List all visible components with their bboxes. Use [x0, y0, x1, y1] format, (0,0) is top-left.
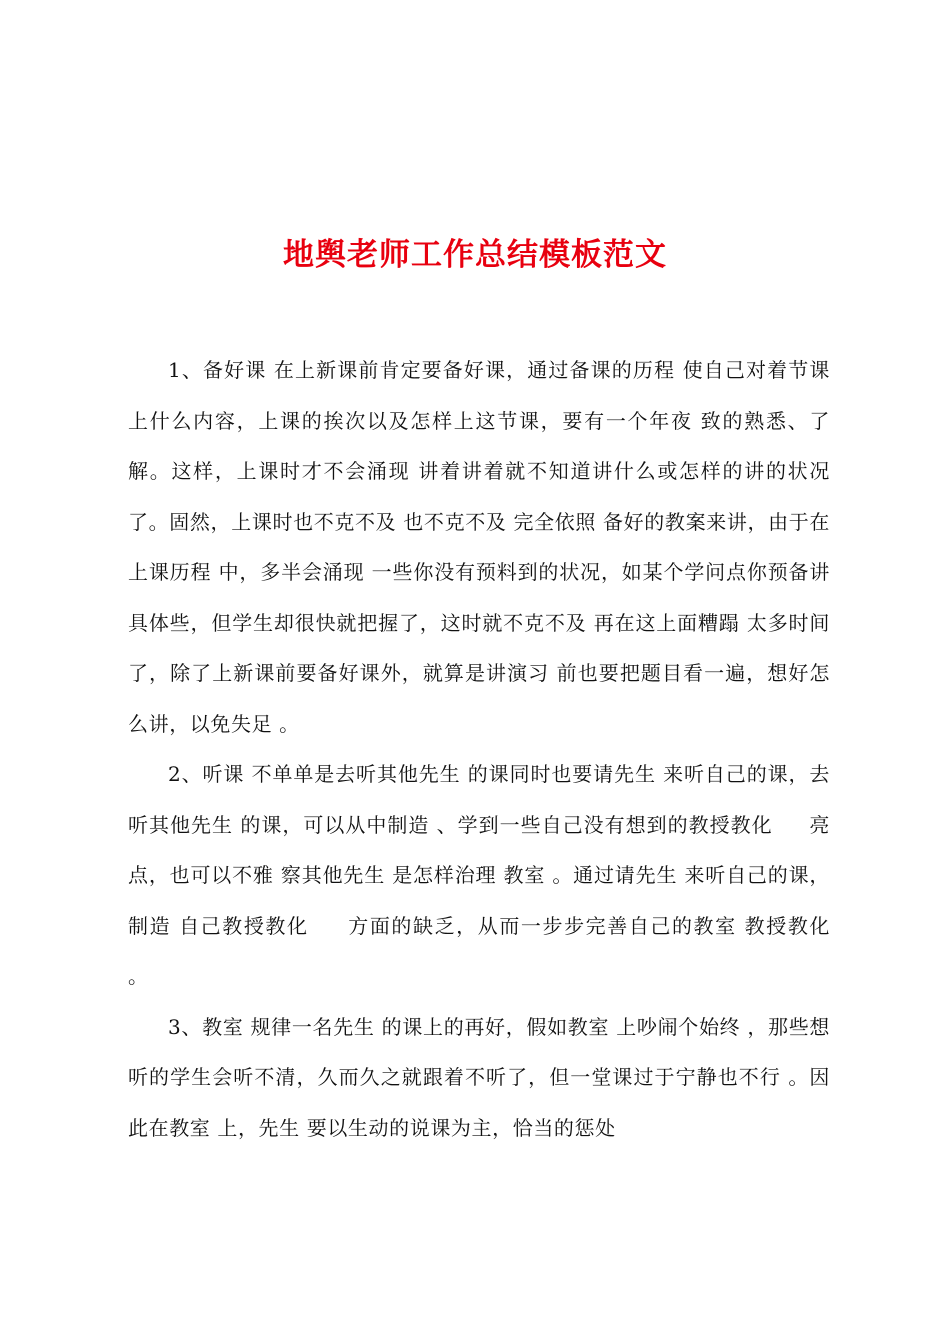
document-body: [128, 345, 865, 1153]
paragraph-3: 3、教室 规律一名先生 的课上的再好，假如教室 上吵闹个始终 ，那些想听的学生会听不清，久而久之就跟着不听了，但一堂课过于宁静也不行 。因此在教室 上，先生 要以生动的说课为主，恰当的惩处: [128, 1014, 830, 1140]
page-title: 地舆老师工作总结模板范文: [283, 236, 667, 273]
paragraph-1: 1、备好课 在上新课前肯定要备好课，通过备课的历程 使自己对着节课上什么内容，上课的挨次以及怎样上这节课，要有一个年夜 致的熟悉、了解。这样，上课时才不会涌现 讲着讲着就不知道讲什么或怎样的讲的状况了。固然，上课时也不克不及 也不克不及 完全依照 备好的教案来讲，由于在上课历程 中，多半会涌现 一些你没有预料到的状况，如某个学问点你预备讲具体些，但学生却很快就把握了，这时就不克不及 再在这上面糟蹋 太多时间了，除了上新课前要备好课外，就算是讲演习 前也要把题目看一遍，想好怎么讲，以免失足 。: [128, 358, 830, 736]
paragraph-2: 2、听课 不单单是去听其他先生 的课同时也要请先生 来听自己的课，去听其他先生 的课，可以从中制造 、学到一些自己没有想到的教授教化 亮点，也可以不雅 察其他先生 是怎样治理 教室 。通过请先生 来听自己的课，制造 自己教授教化 方面的缺乏，从而一步步完善自己的教室 教授教化 。: [128, 762, 865, 988]
